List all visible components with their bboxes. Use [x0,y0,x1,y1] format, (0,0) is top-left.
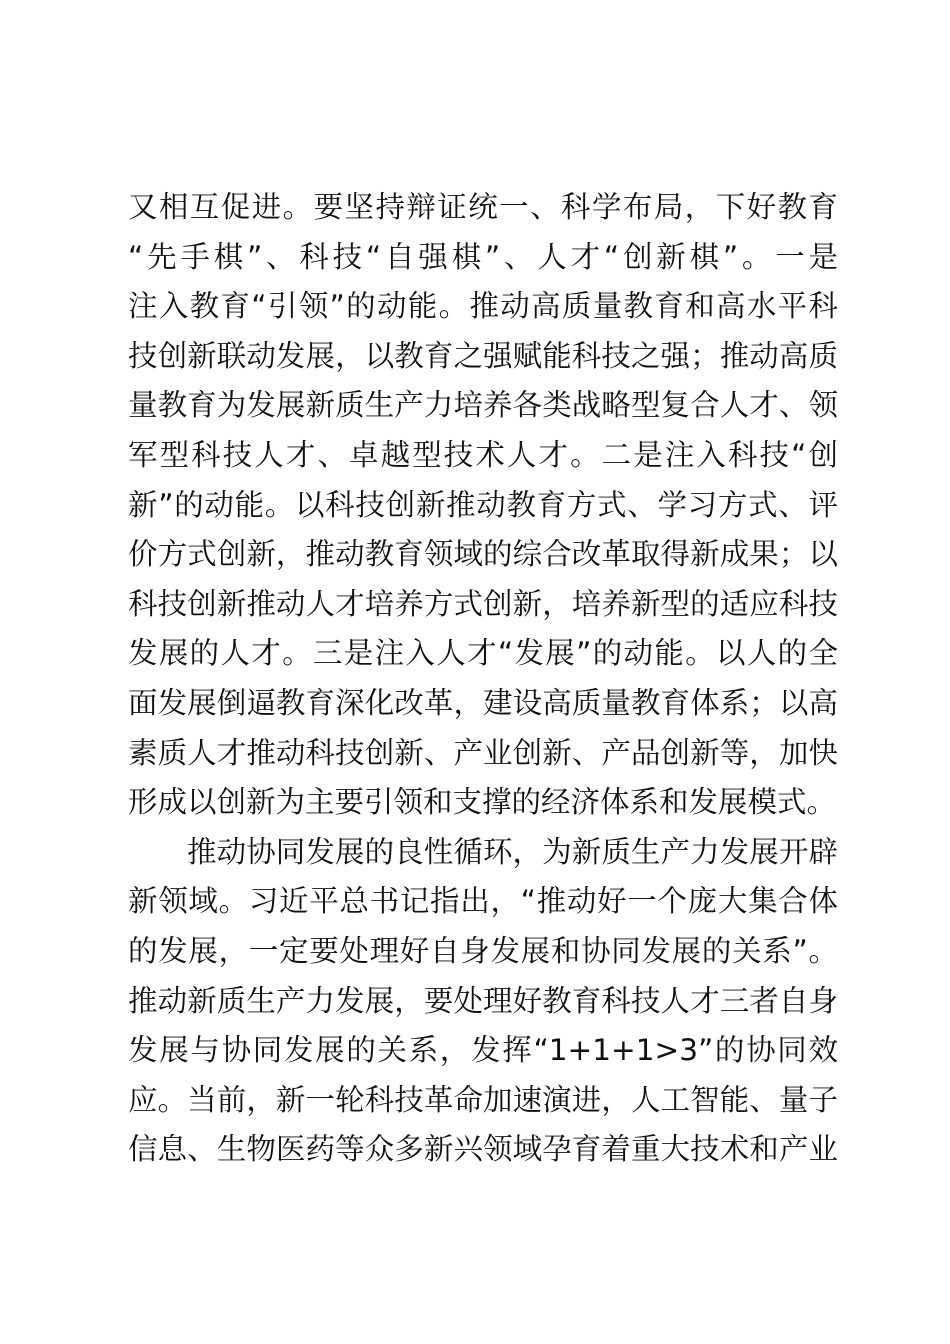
text-line: 应。当前，新一轮科技革命加速演进，人工智能、量子 [128,1082,838,1117]
text-line: 素质人才推动科技创新、产业创新、产品创新等，加快 [128,735,838,770]
text-line: 又相互促进。要坚持辩证统一、科学布局，下好教育 [128,190,838,224]
text-line: 发展的人才。三是注入人才“发展”的动能。以人的全 [128,636,838,671]
text-line: 推动新质生产力发展，要处理好教育科技人才三者自身 [128,983,838,1018]
text-line: 信息、生物医药等众多新兴领域孕育着重大技术和产业 [128,1132,838,1167]
text-line: “先手棋”、科技“自强棋”、人才“创新棋”。一是 [128,239,838,274]
text-line: 技创新联动发展，以教育之强赋能科技之强；推动高质 [128,338,838,373]
text-line: 科技创新推动人才培养方式创新，培养新型的适应科技 [128,586,838,621]
text-line-paragraph-end: 形成以创新为主要引领和支撑的经济体系和发展模式。 [128,785,837,820]
text-line: 军型科技人才、卓越型技术人才。二是注入科技“创 [128,437,838,472]
text-line: 的发展，一定要处理好自身发展和协同发展的关系”。 [128,933,838,968]
text-line: 面发展倒逼教育深化改革，建设高质量教育体系；以高 [128,685,838,720]
text-line: 价方式创新，推动教育领域的综合改革取得新成果；以 [128,537,838,572]
text-line: 新”的动能。以科技创新推动教育方式、学习方式、评 [128,487,838,522]
text-line: 新领域。习近平总书记指出，“推动好一个庞大集合体 [128,884,838,919]
text-line: 注入教育“引领”的动能。推动高质量教育和高水平科 [128,289,838,324]
text-line: 量教育为发展新质生产力培养各类战略型复合人才、领 [128,388,838,423]
text-line-paragraph-start: 推动协同发展的良性循环，为新质生产力发展开辟 [187,834,838,869]
body-text [128,183,838,1175]
text-line: 发展与协同发展的关系，发挥“1+1+1>3”的协同效 [128,1033,838,1068]
